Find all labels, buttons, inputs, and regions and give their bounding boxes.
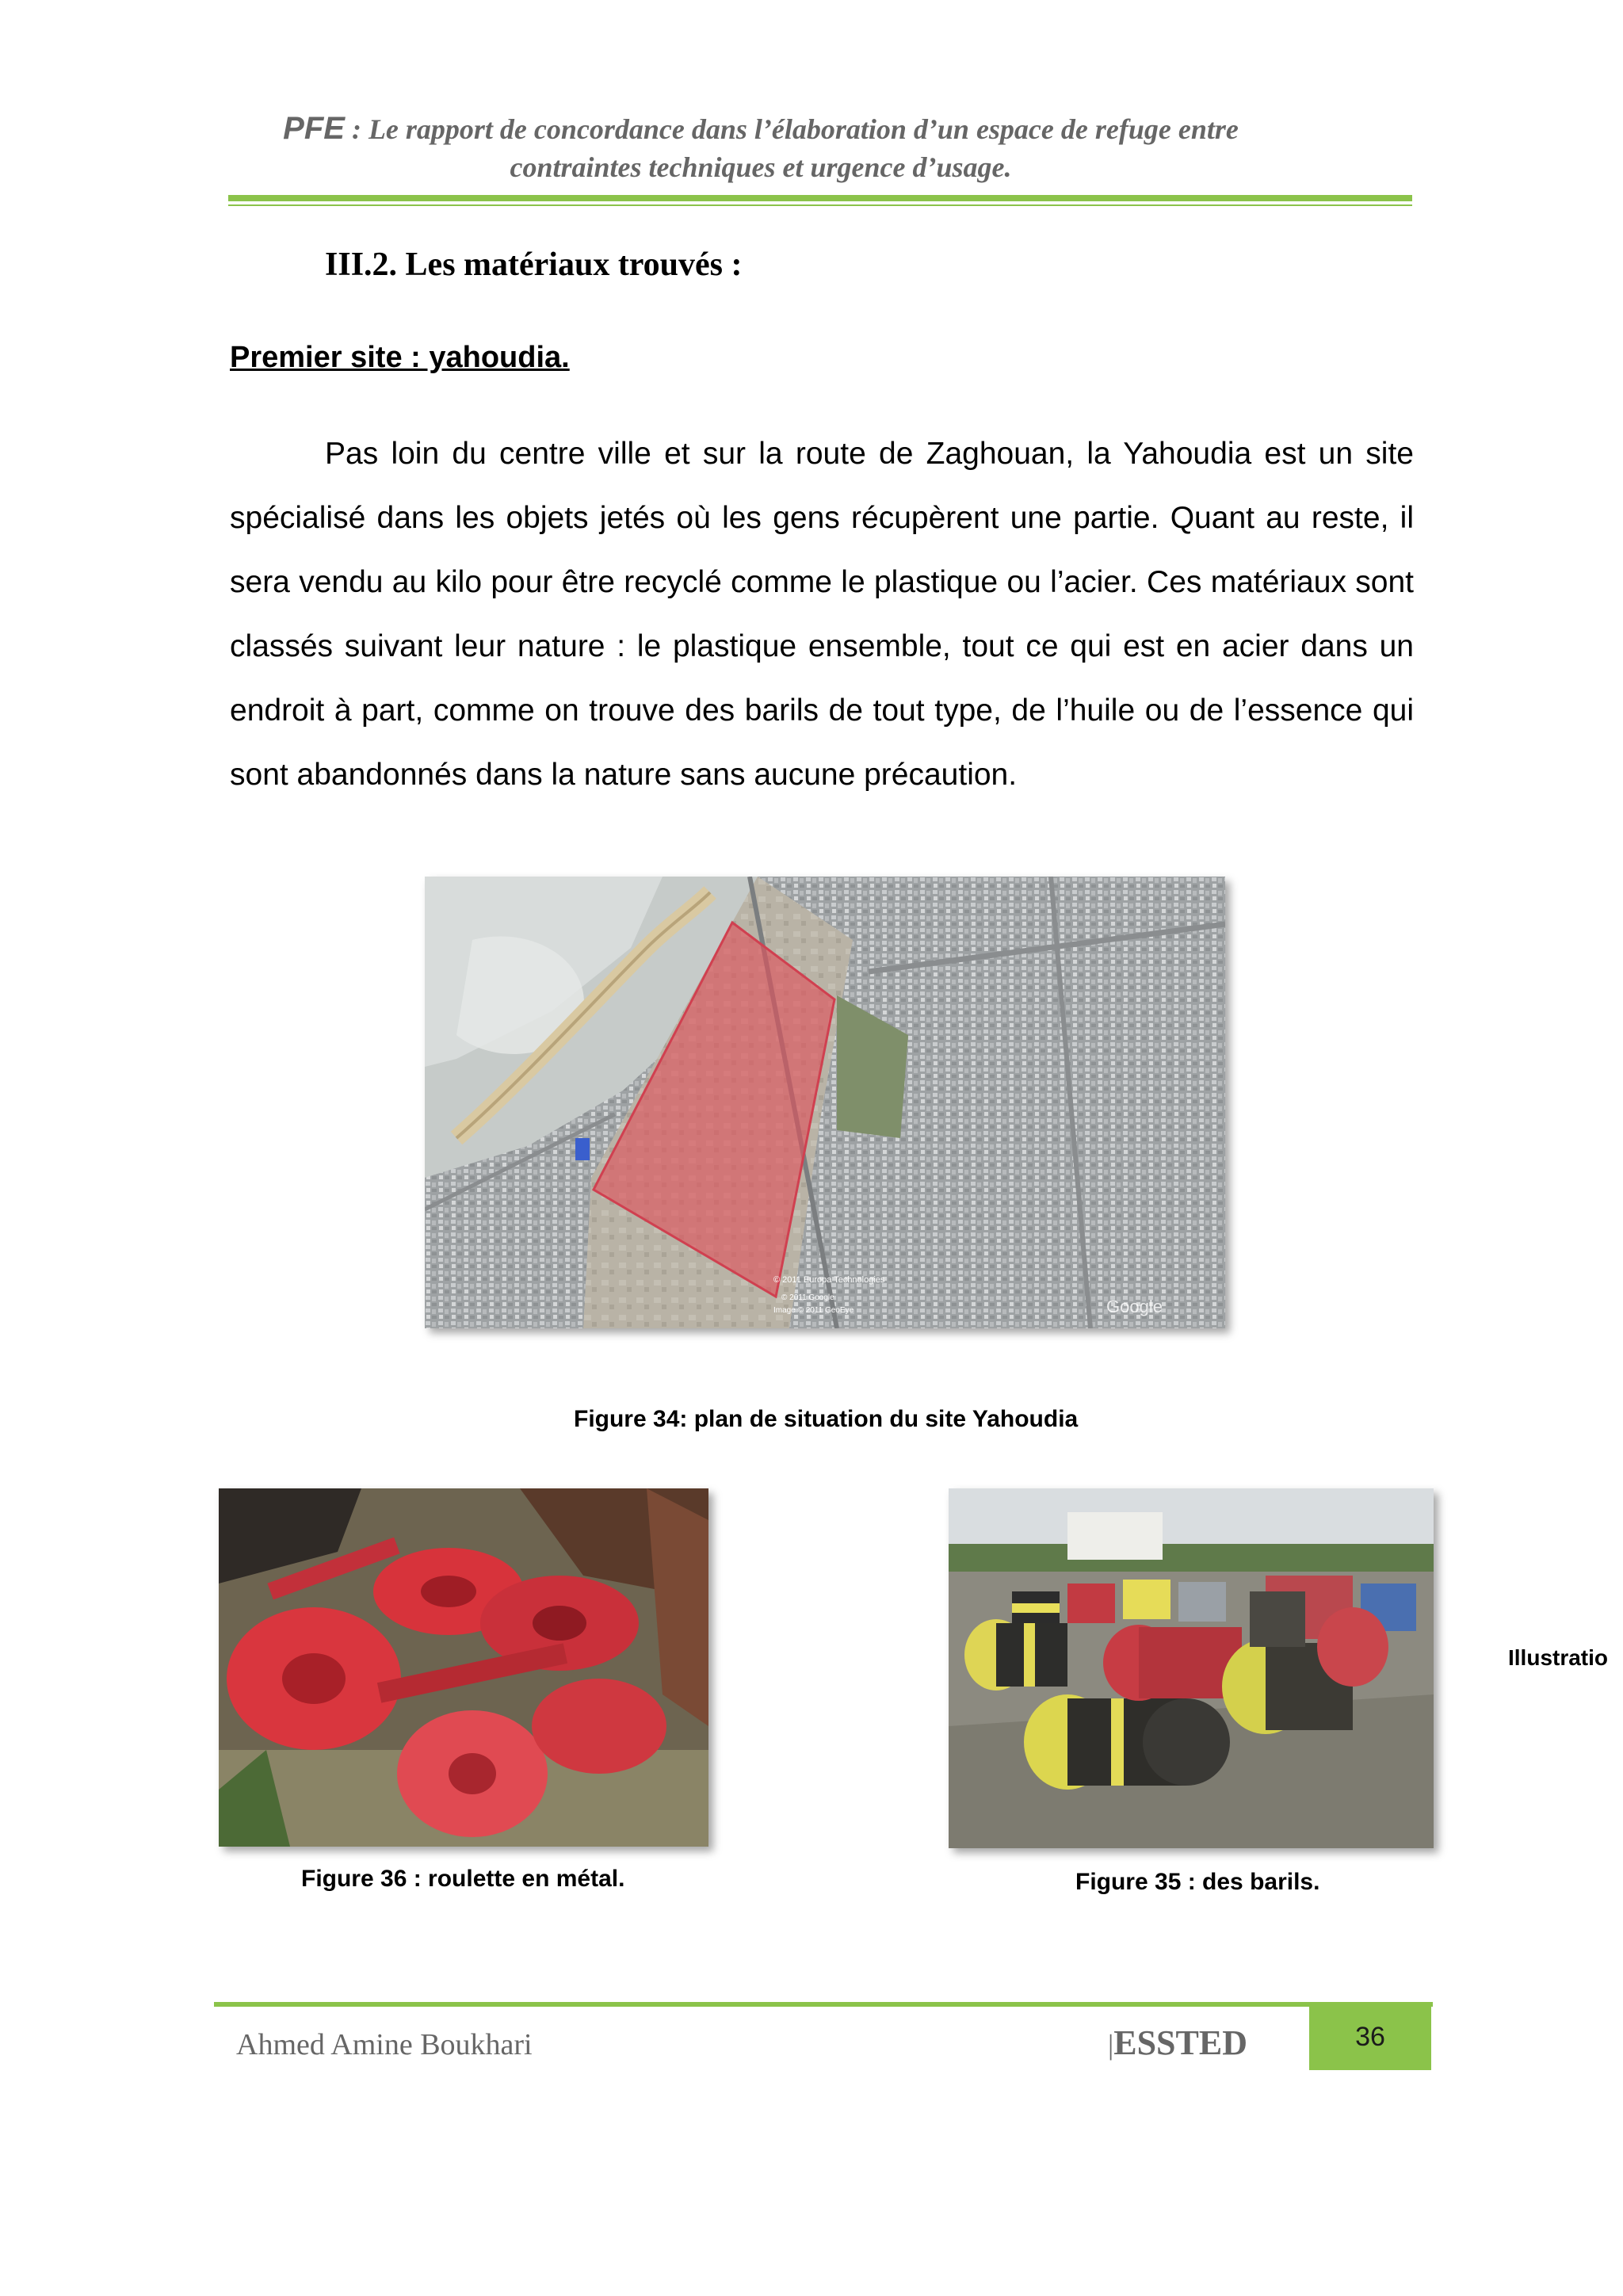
footer-author: Ahmed Amine Boukhari [236, 2028, 533, 2061]
footer-school [1108, 2023, 1247, 2063]
figure-34-caption: Figure 34: plan de situation du site Yahoudia [574, 1406, 1079, 1432]
map-watermark-copyright: © 2011 Google [781, 1293, 834, 1302]
map-watermark-image: Image © 2011 GeoEye [773, 1306, 854, 1315]
page-number-box [1309, 2004, 1431, 2070]
site-map-image [425, 877, 1225, 1328]
barrels-photo [949, 1488, 1434, 1848]
satellite-map [425, 877, 1225, 1328]
header-line-1 [238, 109, 1284, 148]
paragraph-text: Pas loin du centre ville et sur la route de Zaghouan, la Yahoudia est un site spécialisé dans les objets jetés où les gens récupèrent une partie. Quant au reste, il sera vendu au kilo pour être recyclé comme le plastique ou l’acier. Ces matériaux sont classés suivant leur nature : le plastique ensemble, tout ce qui est en acier dans un endroit à part, comme on trouve des barils de tout type, de l’huile ou de l’essence qui sont abandonnés dans la nature sans aucune précaution. [230, 437, 1414, 792]
footer-school-name: ESSTED [1113, 2023, 1247, 2062]
wheels-illustration [219, 1488, 708, 1847]
footer-separator: | [1108, 2029, 1114, 2061]
side-note-illustration: Illustratio [1508, 1645, 1609, 1670]
figure-35-caption: Figure 35 : des barils. [1075, 1869, 1320, 1895]
running-header [238, 109, 1284, 186]
figure-36-caption: Figure 36 : roulette en métal. [301, 1866, 625, 1892]
header-rule-thin [228, 204, 1412, 206]
page-number: 36 [1355, 2021, 1385, 2052]
header-title-part-1: : Le rapport de concordance dans l’élaboration d’un espace de refuge entre [344, 113, 1239, 145]
map-google-logo: Google [1106, 1297, 1163, 1316]
map-watermark-europa: © 2011 Europa Technologies [773, 1275, 885, 1285]
barrels-illustration [949, 1488, 1434, 1848]
body-paragraph [230, 422, 1414, 807]
section-title: III.2. Les matériaux trouvés : [325, 246, 743, 283]
metal-wheels-photo [219, 1488, 708, 1847]
header-line-2: contraintes techniques et urgence d’usage. [510, 151, 1012, 183]
footer-rule [214, 2002, 1433, 2007]
subsection-title: Premier site : yahoudia. [230, 341, 570, 374]
header-rule-thick [228, 195, 1412, 201]
header-pfe: PFE [283, 111, 345, 146]
